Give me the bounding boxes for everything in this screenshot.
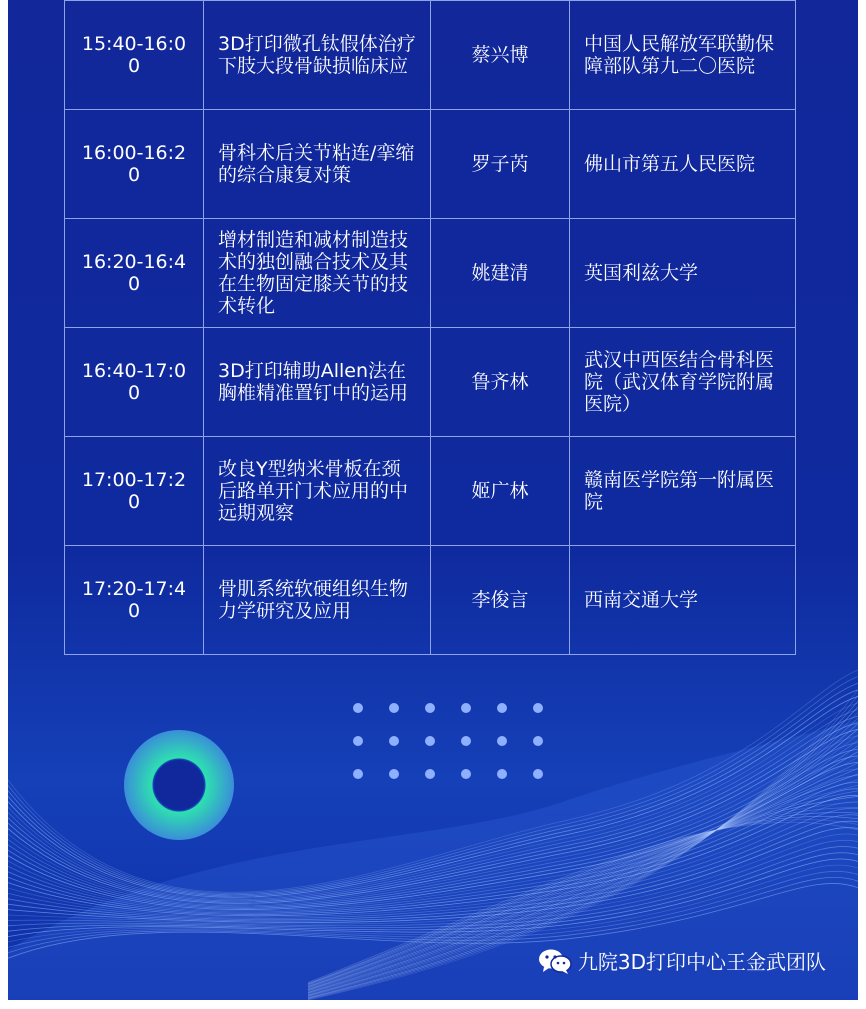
institution-cell: 赣南医学院第一附属医院 [570,437,796,546]
decorative-dot [389,736,399,746]
decorative-dot [497,703,507,713]
time-cell: 15:40-16:00 [65,1,204,110]
topic-cell: 3D打印微孔钛假体治疗下肢大段骨缺损临床应 [204,1,431,110]
wechat-icon [538,948,572,974]
table-row [65,546,796,655]
decorative-dot [425,736,435,746]
topic-cell: 骨肌系统软硬组织生物力学研究及应用 [204,546,431,655]
institution-cell: 中国人民解放军联勤保障部队第九二〇医院 [570,1,796,110]
topic-cell: 增材制造和减材制造技术的独创融合技术及其在生物固定膝关节的技术转化 [204,219,431,328]
speaker-cell: 蔡兴博 [431,1,570,110]
table-row [65,437,796,546]
decorative-dot [353,736,363,746]
speaker-cell: 姚建清 [431,219,570,328]
time-cell: 17:00-17:20 [65,437,204,546]
decorative-dot [533,736,543,746]
watermark [538,946,826,975]
topic-cell: 3D打印辅助Allen法在胸椎精准置钉中的运用 [204,328,431,437]
decorative-dot [461,769,471,779]
table-row [65,110,796,219]
decorative-dot [389,703,399,713]
time-cell: 17:20-17:40 [65,546,204,655]
decorative-dot [533,703,543,713]
speaker-cell: 鲁齐林 [431,328,570,437]
institution-cell: 武汉中西医结合骨科医院（武汉体育学院附属医院） [570,328,796,437]
institution-cell: 佛山市第五人民医院 [570,110,796,219]
watermark-text: 九院3D打印中心王金武团队 [577,950,826,974]
topic-cell: 改良Y型纳米骨板在颈后路单开门术应用的中远期观察 [204,437,431,546]
speaker-cell: 姬广林 [431,437,570,546]
decorative-dot [533,769,543,779]
decorative-dot [497,769,507,779]
institution-cell: 英国利兹大学 [570,219,796,328]
decorative-dot [353,703,363,713]
time-cell: 16:00-16:20 [65,110,204,219]
schedule-table [64,0,796,655]
poster-background [8,0,858,1000]
decorative-dot [389,769,399,779]
speaker-cell: 李俊言 [431,546,570,655]
table-row [65,219,796,328]
decorative-dot [353,769,363,779]
decorative-dot [425,769,435,779]
decorative-dot [461,703,471,713]
topic-cell: 骨科术后关节粘连/挛缩的综合康复对策 [204,110,431,219]
decorative-ring-hole [154,760,204,810]
decorative-dot [425,703,435,713]
time-cell: 16:20-16:40 [65,219,204,328]
institution-cell: 西南交通大学 [570,546,796,655]
time-cell: 16:40-17:00 [65,328,204,437]
table-row [65,328,796,437]
speaker-cell: 罗子芮 [431,110,570,219]
table-row [65,1,796,110]
decorative-dot [497,736,507,746]
decorative-dot [461,736,471,746]
